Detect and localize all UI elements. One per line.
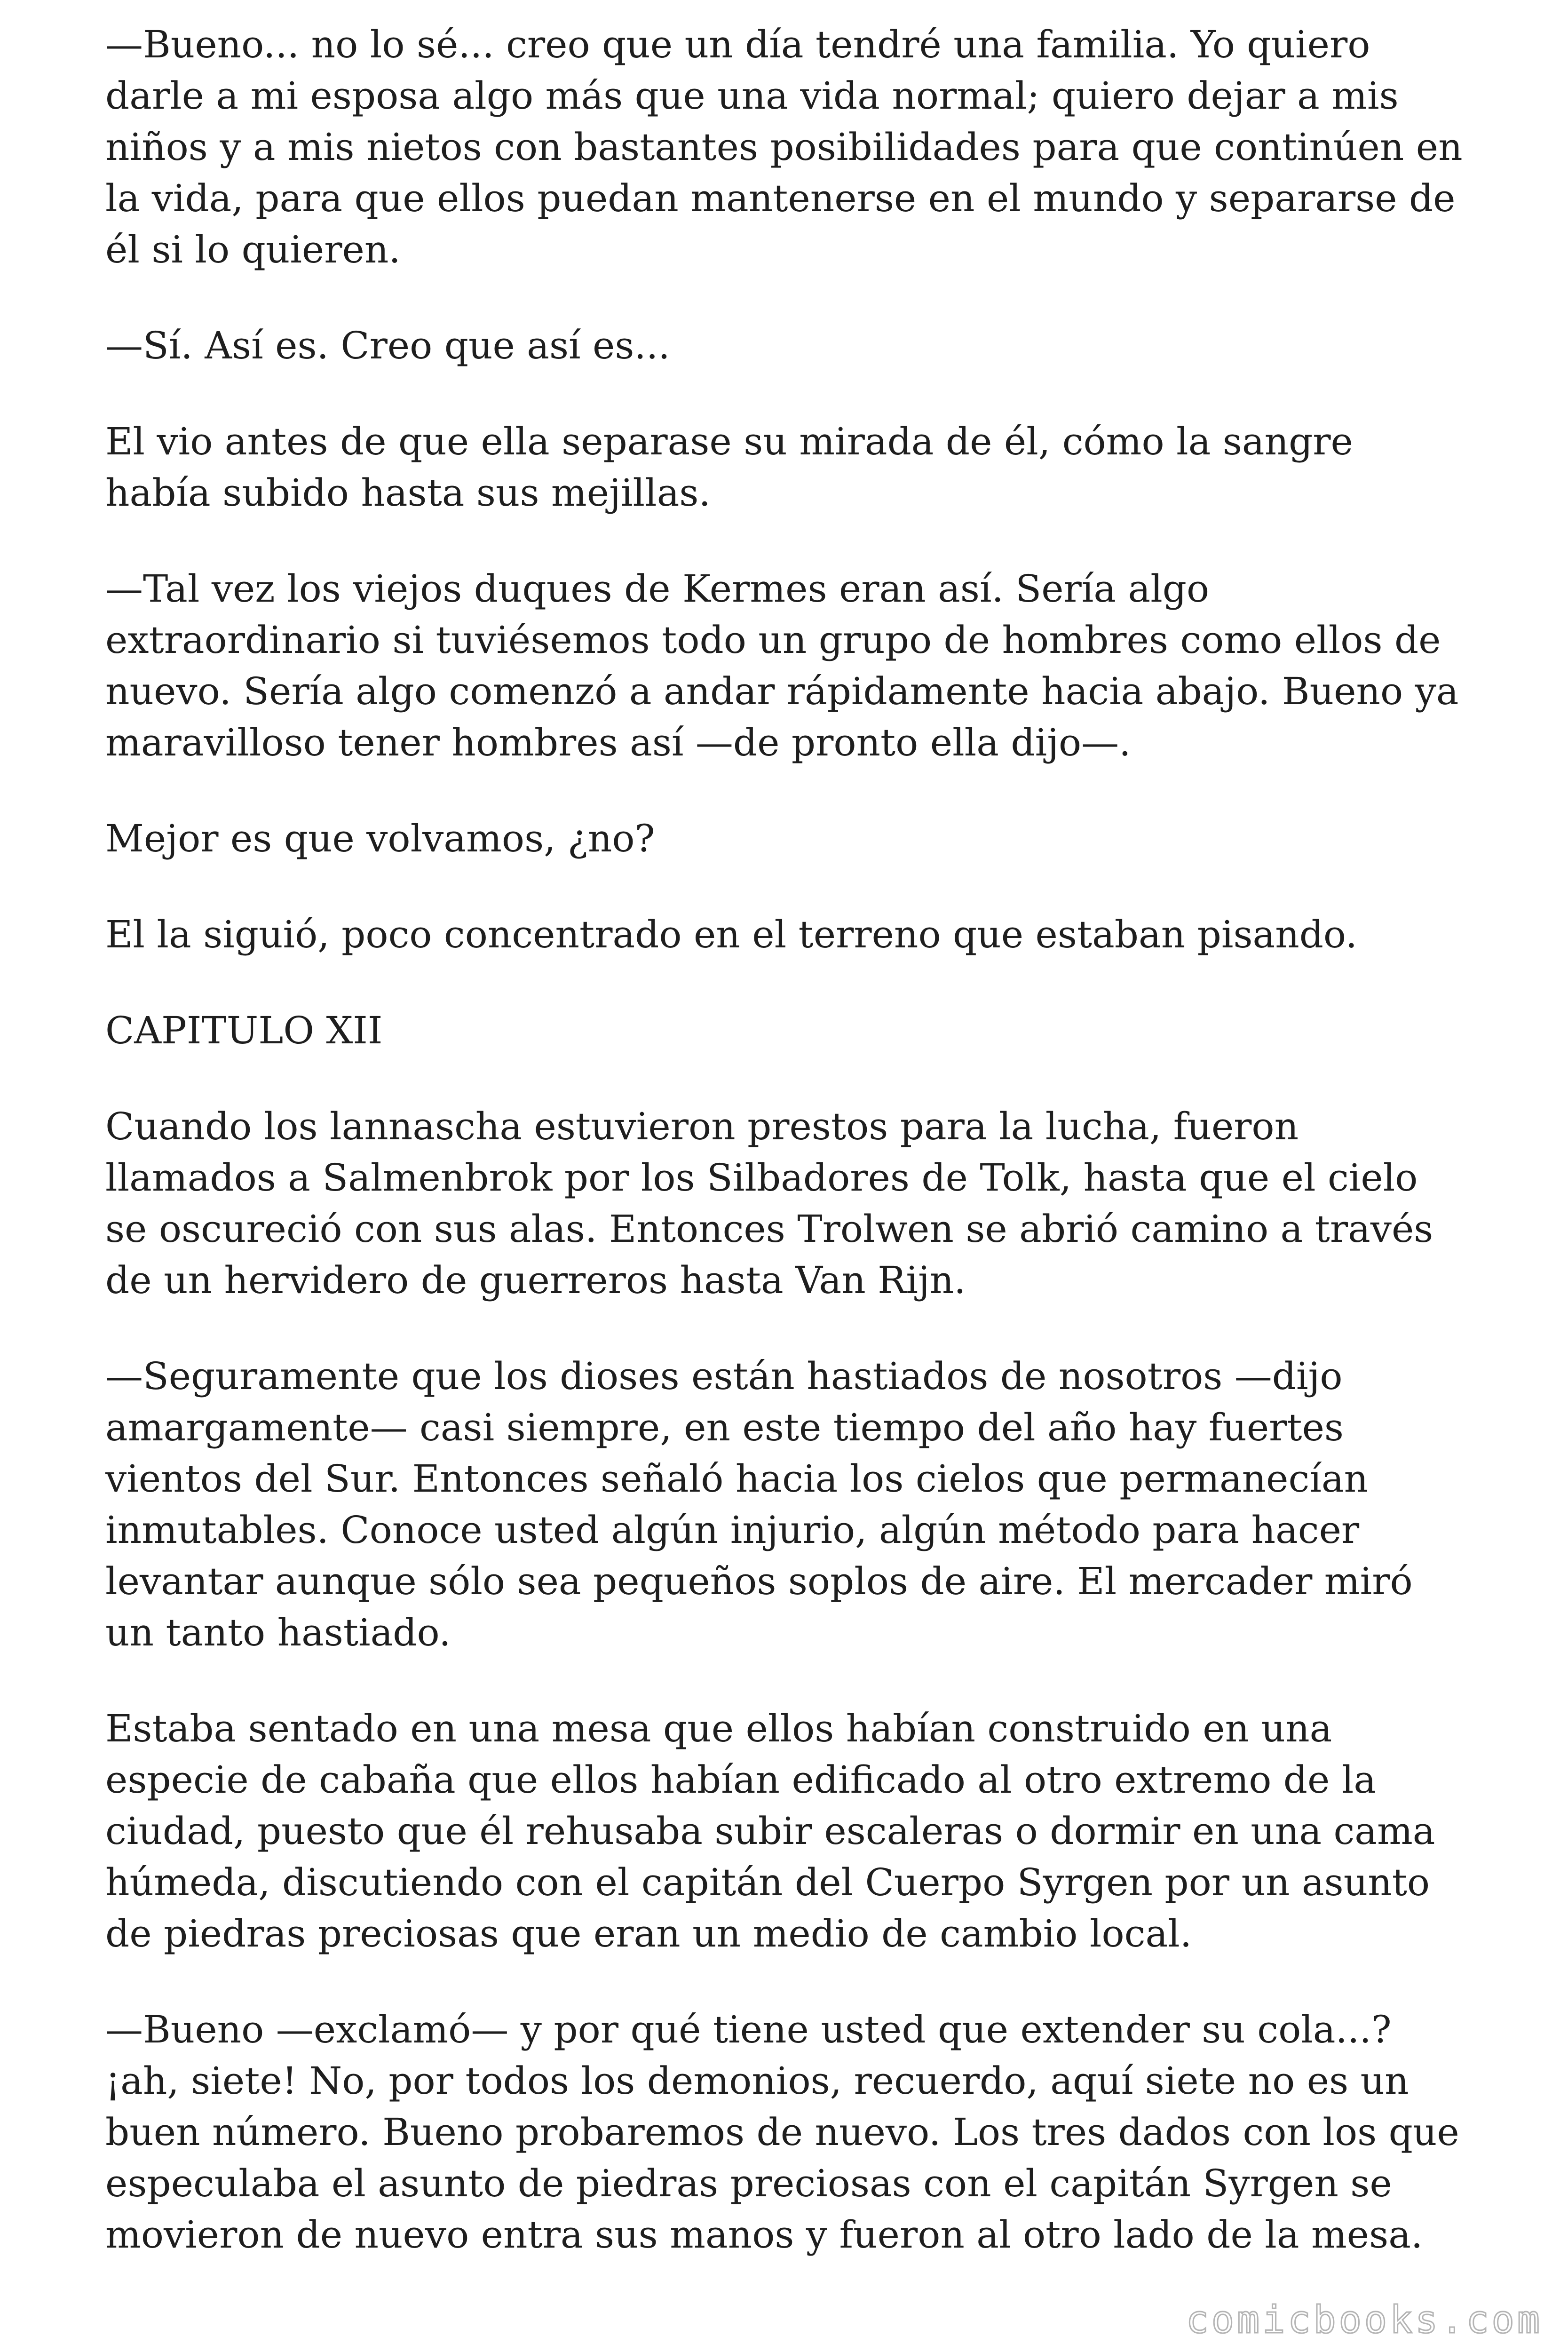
paragraph: —Bueno —exclamó— y por qué tiene usted que extender su cola...? ¡ah, siete! No, por todos los demonios, recuerdo, aquí siete no es un buen número. Bueno probaremos de nuevo. Los tres dados con los que especulaba el asunto de piedras preciosas con el capitán Syrgen se movieron de nuevo entra sus manos y fueron al otro lado de la mesa.: [105, 2008, 1459, 2257]
paragraph: Cuando los lannascha estuvieron prestos para la lucha, fueron llamados a Salmenbrok por los Silbadores de Tolk, hasta que el cielo se oscureció con sus alas. Entonces Trolwen se abrió camino a través de un hervidero de guerreros hasta Van Rijn.: [105, 1104, 1433, 1302]
paragraph: —Bueno... no lo sé... creo que un día tendré una familia. Yo quiero darle a mi esposa algo más que una vida normal; quiero dejar a mis niños y a mis nietos con bastantes posibilidades para que continúen en la vida, para que ellos puedan mantenerse en el mundo y separarse de él si lo quieren.: [105, 23, 1463, 271]
paragraph: —Seguramente que los dioses están hastiados de nosotros —dijo amargamente— casi siempre, en este tiempo del año hay fuertes vientos del Sur. Entonces señaló hacia los cielos que permanecían inmutables. Conoce usted algún injurio, algún método para hacer levantar aunque sólo sea pequeños soplos de aire. El mercader miró un tanto hastiado.: [105, 1354, 1413, 1654]
chapter-heading: CAPITULO XII: [105, 1009, 383, 1052]
paragraph: —Tal vez los viejos duques de Kermes eran así. Sería algo extraordinario si tuviésemos todo un grupo de hombres como ellos de nuevo. Sería algo comenzó a andar rápidamente hacia abajo. Bueno ya maravilloso tener hombres así —de pronto ella dijo—.: [105, 567, 1459, 764]
watermark: comicbooks.com: [1186, 2298, 1543, 2342]
paragraph: El vio antes de que ella separase su mirada de él, cómo la sangre había subido hasta sus mejillas.: [105, 420, 1353, 515]
paragraph: Mejor es que volvamos, ¿no?: [105, 817, 655, 860]
paragraph: Estaba sentado en una mesa que ellos habían construido en una especie de cabaña que ellos habían edificado al otro extremo de la ciudad, puesto que él rehusaba subir escaleras o dormir en una cama húmeda, discutiendo con el capitán del Cuerpo Syrgen por un asunto de piedras preciosas que eran un medio de cambio local.: [105, 1707, 1435, 1955]
paragraph: El la siguió, poco concentrado en el terreno que estaban pisando.: [105, 913, 1358, 956]
page-body: [105, 19, 1469, 2260]
paragraph: —Sí. Así es. Creo que así es...: [105, 324, 670, 367]
